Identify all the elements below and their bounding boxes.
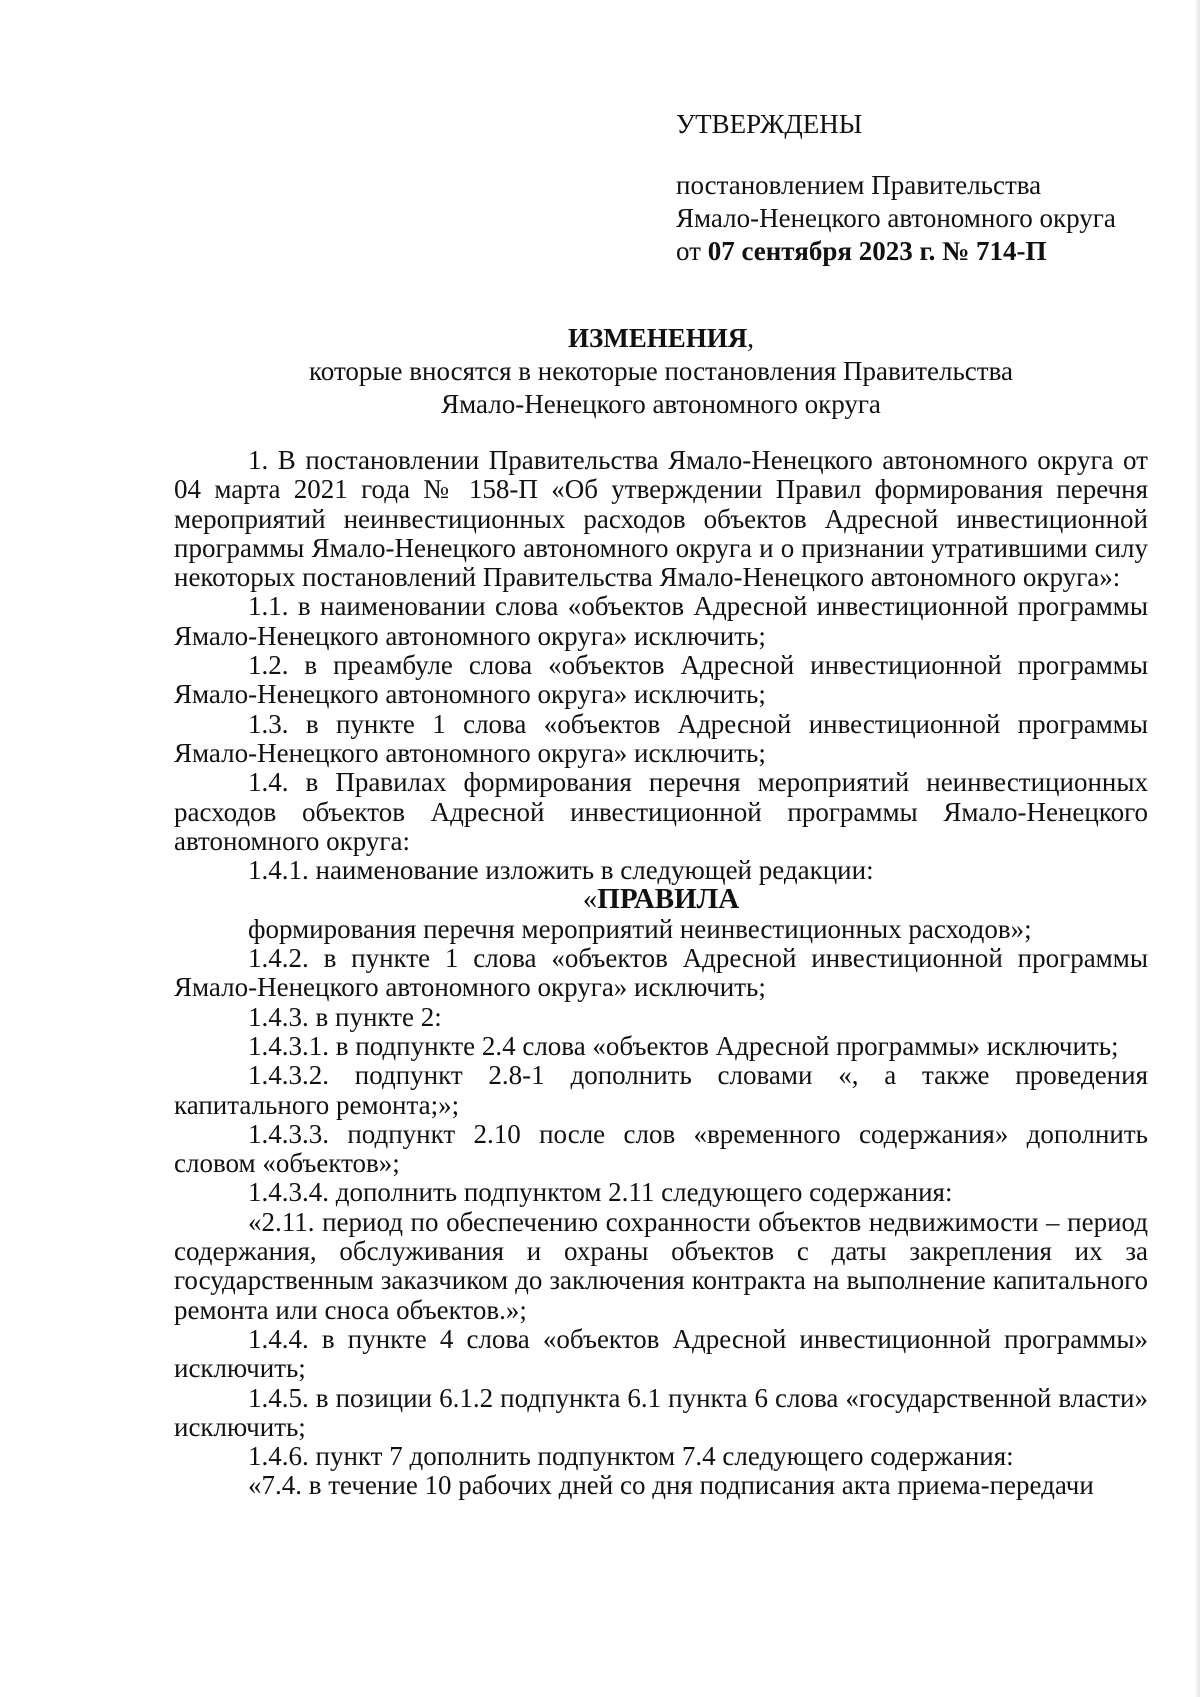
document-subtitle-1: которые вносятся в некоторые постановления Правительства (309, 356, 1013, 386)
paragraph-1-2: 1.2. в преамбуле слова «объектов Адресной инвестиционной программы Ямало-Ненецкого автономного округа» исключить; (174, 650, 1148, 710)
paragraph-1-4-3-1: 1.4.3.1. в подпункте 2.4 слова «объектов Адресной программы» исключить; (248, 1030, 1119, 1061)
paragraph-1-4: 1.4. в Правилах формирования перечня мероприятий неинвестиционных расходов объектов Адресной инвестиционной программы Ямало-Ненецкого автономного округа: (174, 767, 1148, 856)
approval-stamp-block (676, 108, 1176, 268)
rules-subtitle: формирования перечня мероприятий неинвестиционных расходов»; (248, 913, 1032, 944)
paragraph-1-4-3-2: 1.4.3.2. подпункт 2.8-1 дополнить словами «, а также проведения капитального ремонта;»; (174, 1060, 1148, 1120)
paragraph-1-4-3-4: 1.4.3.4. дополнить подпунктом 2.11 следующего содержания: (248, 1177, 953, 1208)
paragraph-1-3: 1.3. в пункте 1 слова «объектов Адресной инвестиционной программы Ямало-Ненецкого автономного округа» исключить; (174, 708, 1148, 768)
document-title-block (174, 322, 1148, 421)
rules-heading (174, 885, 1148, 914)
paragraph-1-4-5: 1.4.5. в позиции 6.1.2 подпункта 6.1 пункта 6 слова «государственной власти» исключить; (174, 1382, 1148, 1442)
document-title (174, 322, 1148, 355)
rules-heading-word: ПРАВИЛА (597, 883, 740, 916)
paragraph-1-4-3-3: 1.4.3.3. подпункт 2.10 после слов «временного содержания» дополнить словом «объектов»; (174, 1118, 1148, 1179)
approval-line-2: Ямало-Ненецкого автономного округа (676, 203, 1116, 233)
approval-date-prefix: от (676, 236, 708, 266)
paragraph-1-4-2: 1.4.2. в пункте 1 слова «объектов Адресной инвестиционной программы Ямало-Ненецкого автономного округа» исключить; (174, 943, 1148, 1003)
paragraph-1-1: 1.1. в наименовании слова «объектов Адресной инвестиционной программы Ямало-Ненецкого автономного округа» исключить; (174, 591, 1148, 651)
paragraph-1: 1. В постановлении Правительства Ямало-Ненецкого автономного округа от 04 марта 2021 года № 158-П «Об утверждении Правил формирования перечня мероприятий неинвестиционных расходов объектов Адресной инвестиционной программы Ямало-Ненецкого автономного округа и о признании утратившими силу некоторых постановлений Правительства Ямало-Ненецкого автономного округа»: (174, 445, 1148, 593)
paragraph-1-4-4: 1.4.4. в пункте 4 слова «объектов Адресной инвестиционной программы» исключить; (174, 1323, 1148, 1384)
document-title-main: ИЗМЕНЕНИЯ (567, 323, 748, 353)
approval-line-3 (676, 235, 1176, 268)
document-body (174, 446, 1148, 1501)
paragraph-1-4-3: 1.4.3. в пункте 2: (248, 1001, 442, 1032)
document-subtitle-2: Ямало-Ненецкого автономного округа (441, 389, 881, 419)
page-edge-shadow (1194, 0, 1200, 1697)
paragraph-7-4-quote: «7.4. в течение 10 рабочих дней со дня подписания акта приема-передачи (248, 1470, 1094, 1501)
document-title-comma: , (747, 323, 754, 353)
approved-heading: УТВЕРЖДЕНЫ (676, 109, 863, 139)
approval-line-1: постановлением Правительства (676, 170, 1042, 200)
paragraph-2-11-quote: «2.11. период по обеспечению сохранности объектов недвижимости – период содержания, обслуживания и охраны объектов с даты закрепления их за государственным заказчиком до заключения контракта на выполнение капитального ремонта или сноса объектов.»; (174, 1206, 1148, 1325)
paragraph-1-4-6: 1.4.6. пункт 7 дополнить подпунктом 7.4 следующего содержания: (248, 1441, 1014, 1472)
rules-heading-quote: « (582, 883, 598, 916)
paragraph-1-4-1: 1.4.1. наименование изложить в следующей редакции: (248, 855, 874, 886)
approval-date-number: 07 сентября 2023 г. № 714-П (707, 236, 1047, 266)
